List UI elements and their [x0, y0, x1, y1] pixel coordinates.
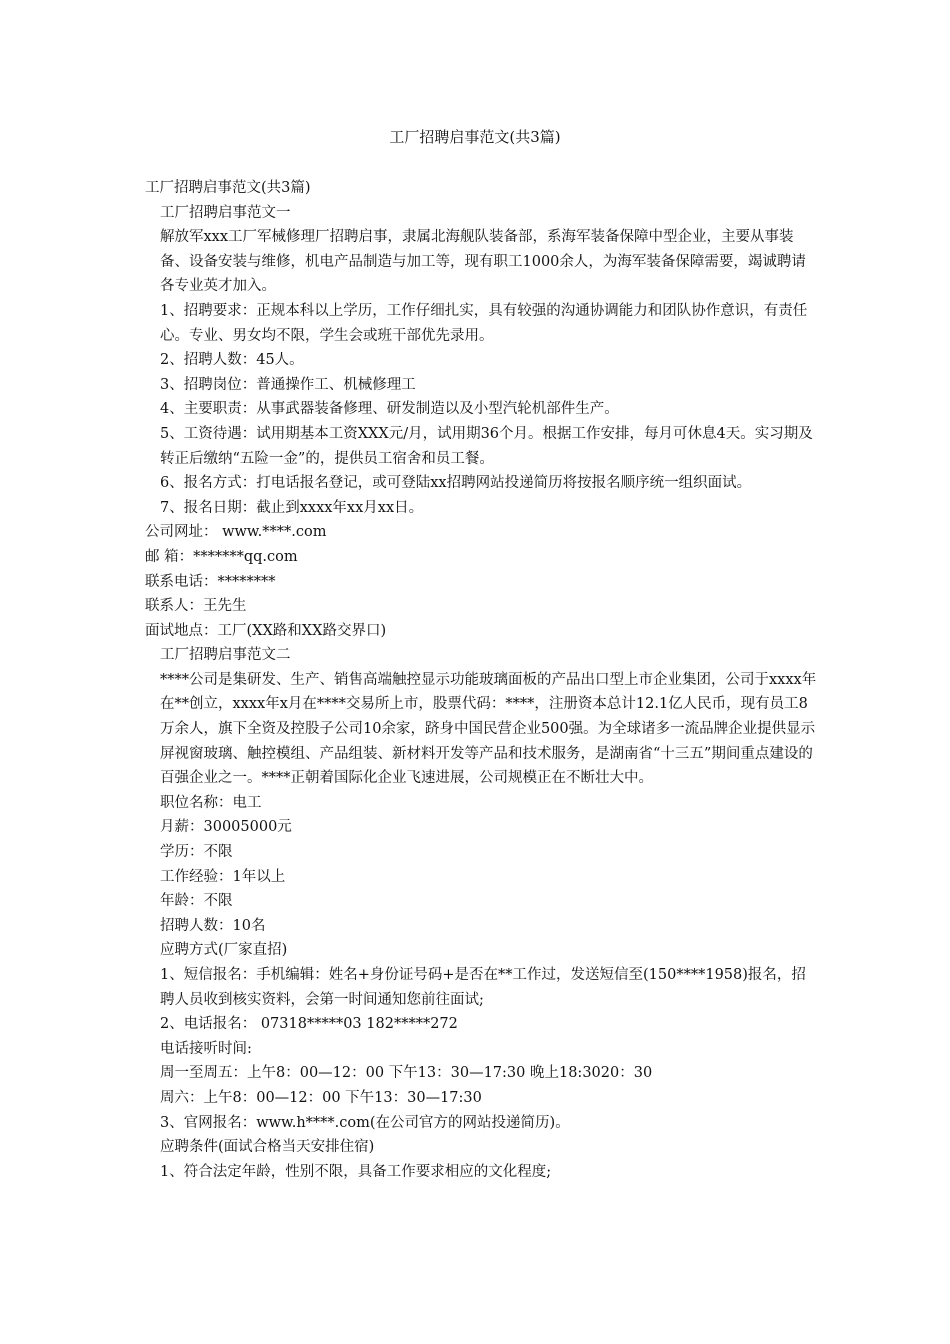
paragraph: 2、电话报名： 07318*****03 182*****272: [160, 1016, 458, 1033]
paragraph: 职位名称：电工: [160, 794, 262, 811]
paragraph: 联系电话：********: [145, 573, 276, 590]
paragraph: 1、符合法定年龄，性别不限，具备工作要求相应的文化程度;: [160, 1163, 552, 1180]
paragraph: 联系人：王先生: [145, 598, 247, 615]
paragraph: 年龄：不限: [160, 893, 233, 910]
paragraph: 解放军xxx工厂军械修理厂招聘启事，隶属北海舰队装备部，系海军装备保障中型企业，主要从事装备、设备安装与维修，机电产品制造与加工等，现有职工1000余人，为海军装备保障需要，竭诚聘请各专业英才加入。: [160, 229, 806, 295]
paragraph: 工厂招聘启事范文一: [160, 204, 291, 221]
document-body: [145, 176, 817, 1184]
paragraph: 2、招聘人数：45人。: [160, 352, 304, 369]
paragraph: 应聘方式(厂家直招): [160, 942, 288, 959]
paragraph: 应聘条件(面试合格当天安排住宿): [160, 1139, 375, 1156]
paragraph: 工作经验：1年以上: [160, 868, 286, 885]
paragraph: 1、招聘要求：正规本科以上学历，工作仔细扎实，具有较强的沟通协调能力和团队协作意识，有责任心。专业、男女均不限，学生会或班干部优先录用。: [160, 302, 808, 344]
paragraph: 工厂招聘启事范文(共3篇): [145, 180, 311, 196]
paragraph: 月薪：30005000元: [160, 819, 292, 836]
document-title: 工厂招聘启事范文(共3篇): [389, 128, 561, 146]
paragraph: 工厂招聘启事范文二: [160, 647, 291, 664]
paragraph: 3、招聘岗位：普通操作工、机械修理工: [160, 376, 416, 393]
paragraph: ****公司是集研发、生产、销售高端触控显示功能玻璃面板的产品出口型上市企业集团，公司于xxxx年在**创立，xxxx年x月在****交易所上市，股票代码：****，注册资本总计12.1亿人民币，现有员工8万余人，旗下全资及控股子公司10余家，跻身中国民营企业500强。为全球诸多一流品牌企业提供显示屏视窗玻璃、触控模组、产品组装、新材料开发等产品和技术服务，是湖南省“十三五”期间重点建设的百强企业之一。****正朝着国际化企业飞速进展，公司规模正在不断壮大中。: [160, 671, 817, 787]
paragraph: 邮 箱：*******qq.com: [145, 548, 298, 565]
paragraph: 7、报名日期：截止到xxxx年xx月xx日。: [160, 499, 424, 516]
paragraph: 电话接听时间:: [160, 1040, 252, 1057]
paragraph: 公司网址： www.****.com: [145, 524, 327, 541]
paragraph: 招聘人数：10名: [160, 917, 266, 934]
paragraph: 周六：上午8：00—12：00 下午13：30—17:30: [160, 1089, 482, 1106]
paragraph: 5、工资待遇：试用期基本工资XXX元/月，试用期36个月。根据工作安排，每月可休息4天。实习期及转正后缴纳“五险一金”的，提供员工宿舍和员工餐。: [160, 425, 813, 467]
paragraph: 1、短信报名：手机编辑：姓名+身份证号码+是否在**工作过，发送短信至(150****1958)报名，招聘人员收到核实资料，会第一时间通知您前往面试;: [160, 967, 806, 1008]
paragraph: 4、主要职责：从事武器装备修理、研发制造以及小型汽轮机部件生产。: [160, 401, 619, 418]
paragraph: 周一至周五：上午8：00—12：00 下午13：30—17:30 晚上18:3020：30: [160, 1065, 653, 1082]
paragraph: 3、官网报名：www.h****.com(在公司官方的网站投递简历)。: [160, 1114, 570, 1131]
paragraph: 6、报名方式：打电话报名登记，或可登陆xx招聘网站投递简历将按报名顺序统一组织面试。: [160, 475, 752, 492]
paragraph: 学历：不限: [160, 844, 233, 861]
paragraph: 面试地点：工厂(XX路和XX路交界口): [145, 622, 387, 639]
